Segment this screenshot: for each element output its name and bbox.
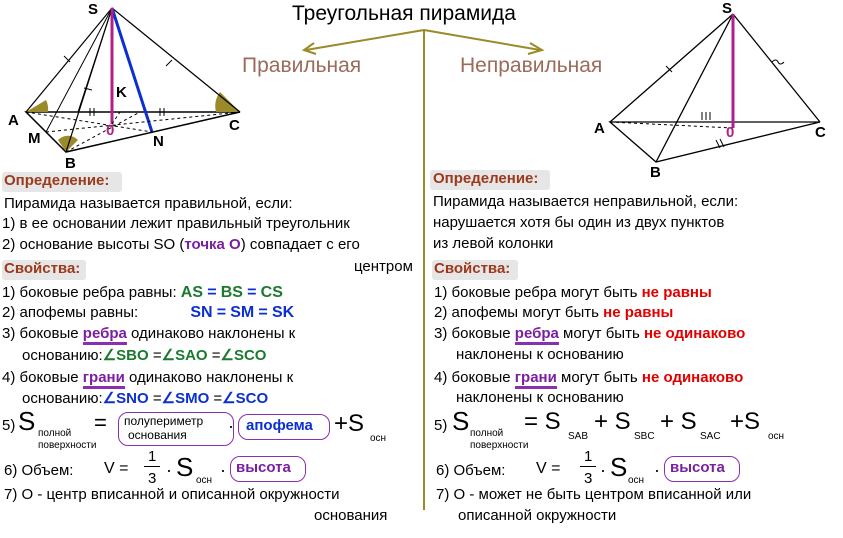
left-p7-line1: 7) О - центр вписанной и описанной окружности [4, 486, 340, 503]
left-p5-semi1: полупериметр [124, 414, 204, 428]
right-p5-eq: = S [524, 408, 561, 435]
left-properties-label: Свойства: [4, 260, 81, 277]
right-p5-p1: + S [594, 408, 631, 435]
right-p5-sub2: поверхности [470, 440, 529, 451]
fig-left-B: B [65, 155, 76, 172]
left-p6-fracbar [144, 466, 160, 467]
right-p5-p2: + S [660, 408, 697, 435]
left-prop-1: 1) боковые ребра равны: AS = BS = CS [2, 284, 283, 301]
left-p6-V: V = [104, 460, 129, 477]
right-p5-sbc: SBC [634, 431, 655, 442]
left-def-line3: 2) основание высоты SO (точка O) совпадает с его [2, 236, 360, 253]
left-def-line2: 1) в ее основании лежит правильный треугольник [2, 215, 350, 232]
right-p5-sac: SAC [700, 431, 721, 442]
right-def-line1: Пирамида называется неправильной, если: [433, 193, 739, 210]
left-p5-eq: = [94, 410, 107, 435]
right-p7-line2: описанной окружности [458, 507, 617, 524]
left-def-line4: центром [354, 258, 413, 275]
right-definition-label: Определение: [433, 170, 539, 187]
fig-right-A: A [594, 120, 605, 137]
right-p6-height: высота [670, 459, 725, 476]
right-prop-1: 1) боковые ребра могут быть не равны [434, 284, 712, 301]
left-p5-num: 5) [2, 417, 16, 434]
right-p6-fracbar [580, 466, 596, 467]
fig-left-S: S [88, 1, 99, 18]
fig-left-C: C [229, 117, 240, 134]
fig-left-O: 0 [106, 122, 115, 139]
right-p6-den: 3 [584, 470, 593, 487]
left-p6-S: S [176, 452, 194, 482]
right-prop-3: 3) боковые ребра могут быть не одинаково [434, 325, 745, 342]
left-prop-2: 2) апофемы равны: SN = SM = SK [2, 304, 295, 321]
fig-right-S: S [722, 0, 733, 17]
right-p5-osn: осн [768, 431, 785, 442]
left-p6-dot2: · [220, 460, 226, 480]
irregular-pyramid-figure [0, 0, 843, 190]
left-p5-S: S [18, 406, 36, 436]
left-heading: Правильная [242, 54, 362, 77]
right-p5-sab: SAB [568, 431, 589, 442]
left-p7-line2: основания [314, 507, 388, 524]
right-p6-num: 1 [584, 448, 593, 465]
right-prop-4: 4) боковые грани могут быть не одинаково [434, 369, 743, 386]
right-def-line3: из левой колонки [433, 235, 554, 252]
right-def-line2: нарушается хотя бы один из двух пунктов [433, 214, 725, 231]
left-definition-label: Определение: [4, 172, 110, 189]
right-prop-3b: наклонены к основанию [456, 346, 624, 363]
right-p6-V: V = [536, 460, 561, 477]
left-p5-semi2: основания [128, 428, 187, 442]
left-p5-sub2: поверхности [38, 440, 97, 451]
left-def-line1: Пирамида называется правильной, если: [4, 195, 293, 212]
left-p6-base: осн [196, 475, 213, 486]
right-p5-p3: +S [730, 408, 761, 435]
fig-left-A: A [8, 112, 19, 129]
right-p5-S: S [452, 406, 470, 436]
left-p6-height: высота [236, 459, 291, 476]
fig-right-C: C [815, 124, 826, 141]
right-p5-sub1: полной [470, 428, 504, 439]
right-p5-num: 5) [434, 417, 448, 434]
page-title: Треугольная пирамида [292, 2, 516, 25]
right-p6-S: S [610, 452, 628, 482]
left-p5-base: осн [370, 433, 387, 444]
fig-left-N: N [153, 133, 164, 150]
fig-left-K: K [116, 84, 127, 101]
left-p5-plus: +S [334, 410, 365, 437]
right-p6-dot2: · [654, 460, 660, 480]
fig-left-M: M [28, 130, 41, 147]
left-prop-4b: основанию:∠SNO =∠SMO =∠SCO [22, 390, 269, 407]
fig-right-B: B [650, 164, 661, 181]
right-prop-2: 2) апофемы могут быть не равны [434, 304, 674, 321]
right-properties-label: Свойства: [434, 260, 511, 277]
left-p6-text: 6) Объем: [4, 462, 74, 479]
fig-right-O: 0 [726, 124, 735, 141]
right-p6-text: 6) Объем: [436, 462, 506, 479]
left-p6-den: 3 [148, 470, 157, 487]
right-p7-line1: 7) О - может не быть центром вписанной или [436, 486, 752, 503]
left-p5-sub1: полной [38, 428, 72, 439]
right-heading: Неправильная [460, 54, 603, 77]
right-prop-4b: наклонены к основанию [456, 389, 624, 406]
left-p6-dot: · [166, 460, 172, 480]
left-prop-4: 4) боковые грани одинаково наклонены к [2, 369, 293, 386]
right-p6-base: осн [628, 475, 645, 486]
left-p6-num: 1 [148, 448, 157, 465]
right-p6-dot: · [600, 460, 606, 480]
left-prop-3b: основанию:∠SBO =∠SAO =∠SCO [22, 347, 267, 364]
left-prop-3: 3) боковые ребра одинаково наклонены к [2, 325, 295, 342]
left-p5-apothem: апофема [246, 417, 313, 434]
left-p5-dot: · [228, 416, 234, 436]
